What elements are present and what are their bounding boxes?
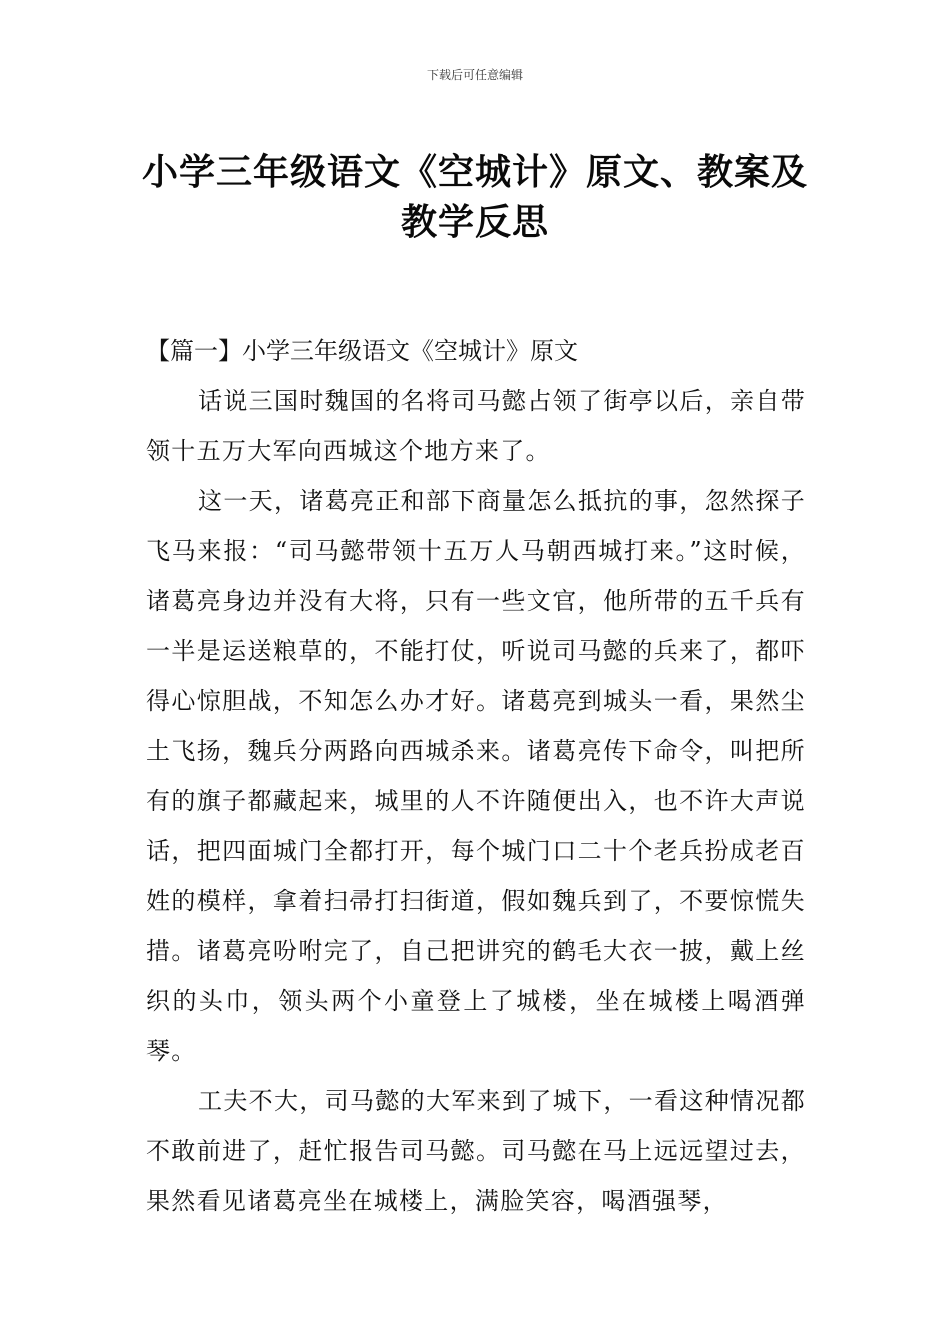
header-note: 下载后可任意编辑 — [426, 68, 523, 82]
document-title — [100, 148, 850, 248]
paragraph-2: 这一天，诸葛亮正和部下商量怎么抵抗的事，忽然探子飞马来报：“司马懿带领十五万人马朝西城打来。”这时候，诸葛亮身边并没有大将，只有一些文官，他所带的五千兵有一半是运送粮草的，不能打仗，听说司马懿的兵来了，都吓得心惊胆战，不知怎么办才好。诸葛亮到城头一看，果然尘土飞扬，魏兵分两路向西城杀来。诸葛亮传下命令，叫把所有的旗子都藏起来，城里的人不许随便出入，也不许大声说话，把四面城门全都打开，每个城门口二十个老兵扮成老百姓的模样，拿着扫帚打扫街道，假如魏兵到了，不要惊慌失措。诸葛亮吩咐完了，自己把讲究的鹤毛大衣一披，戴上丝织的头巾，领头两个小童登上了城楼，坐在城楼上喝酒弹琴。 — [146, 487, 806, 1065]
paragraph-3: 工夫不大，司马懿的大军来到了城下，一看这种情况都不敢前进了，赶忙报告司马懿。司马懿在马上远远望过去，果然看见诸葛亮坐在城楼上，满脸笑容，喝酒强琴， — [146, 1087, 806, 1215]
paragraph-1: 话说三国时魏国的名将司马懿占领了街亭以后，亲自带领十五万大军向西城这个地方来了。 — [146, 387, 806, 465]
title-line-2: 教学反思 — [400, 202, 549, 244]
section-heading: 【篇一】小学三年级语文《空城计》原文 — [146, 337, 578, 365]
title-line-1: 小学三年级语文《空城计》原文、教案及 — [141, 152, 808, 194]
document-body — [146, 326, 806, 1226]
